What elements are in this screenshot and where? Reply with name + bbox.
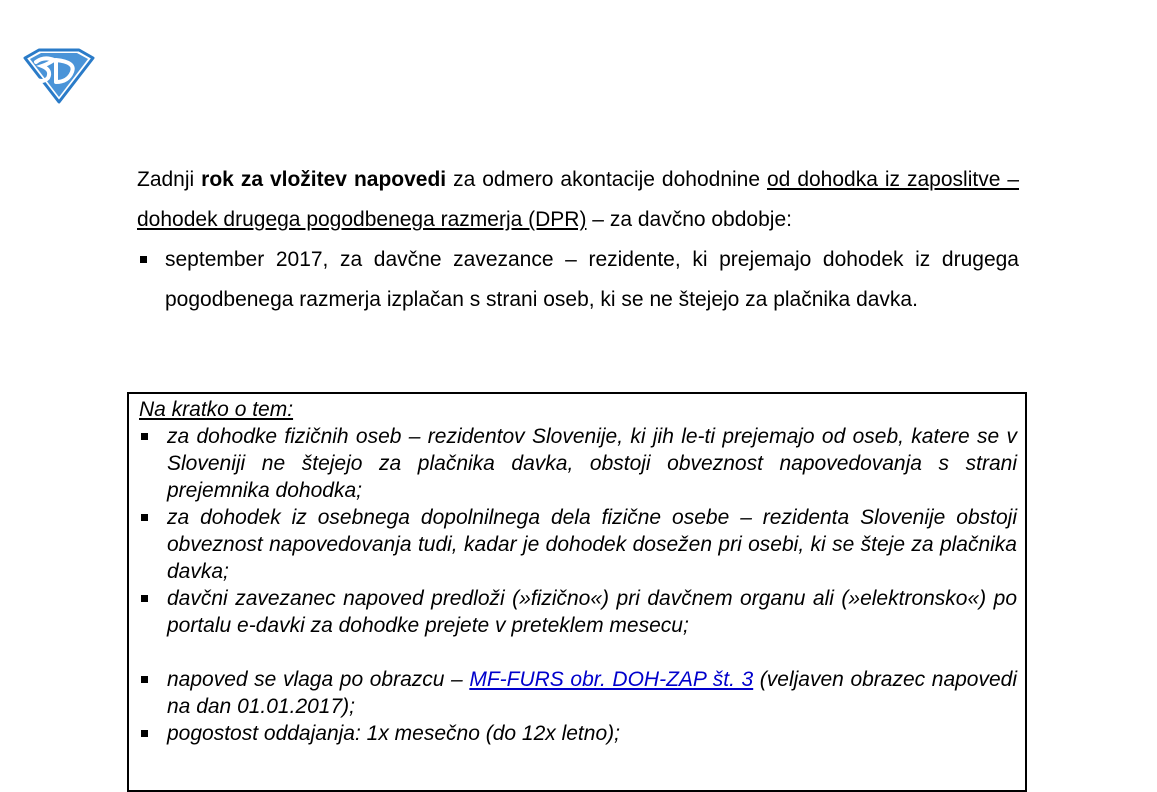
deadline-bold: rok za vložitev napovedi <box>201 168 447 191</box>
list-item: napoved se vlaga po obrazcu – MF-FURS obr. DOH-ZAP št. 3 (veljaven obrazec napovedi na dan 01.01.2017); <box>139 666 1017 720</box>
list-item: davčni zavezanec napoved predloži (»fizično«) pri davčnem organu ali (»elektronsko«) po portalu e-davki za dohodke prejete v preteklem mesecu; <box>139 585 1017 639</box>
intro-bullet-list <box>137 240 1019 320</box>
list-item: pogostost oddajanja: 1x mesečno (do 12x letno); <box>139 720 1017 747</box>
income-type-underlined: od dohodka iz zaposlitve – dohodek drugega pogodbenega razmerja (DPR) <box>137 168 1020 231</box>
company-logo <box>22 48 96 104</box>
summary-bullet-list <box>139 423 1017 639</box>
form-link[interactable]: MF-FURS obr. DOH-ZAP št. 3 <box>469 668 754 691</box>
summary-bullet-list-2 <box>139 666 1017 747</box>
summary-box <box>127 392 1027 792</box>
intro-paragraph: Zadnji rok za vložitev napovedi za odmero akontacije dohodnine od dohodka iz zaposlitve – dohodek drugega pogodbenega razmerja (DPR) – za davčno obdobje: <box>137 168 1020 231</box>
summary-heading: Na kratko o tem: <box>139 398 294 421</box>
list-item: za dohodke fizičnih oseb – rezidentov Slovenije, ki jih le-ti prejemajo od oseb, katere se v Sloveniji ne štejejo za plačnika davka, obstoji obveznost napovedovanja s strani prejemnika dohodka; <box>139 423 1017 504</box>
list-item: za dohodek iz osebnega dopolnilnega dela fizične osebe – rezidenta Slovenije obstoji obveznost napovedovanja tudi, kadar je dohodek dosežen pri osebi, ki se šteje za plačnika davka; <box>139 504 1017 585</box>
intro-section <box>137 160 1019 320</box>
list-item: september 2017, za davčne zavezance – rezidente, ki prejemajo dohodek iz drugega pogodbenega razmerja izplačan s strani oseb, ki se ne štejejo za plačnika davka. <box>137 240 1019 320</box>
